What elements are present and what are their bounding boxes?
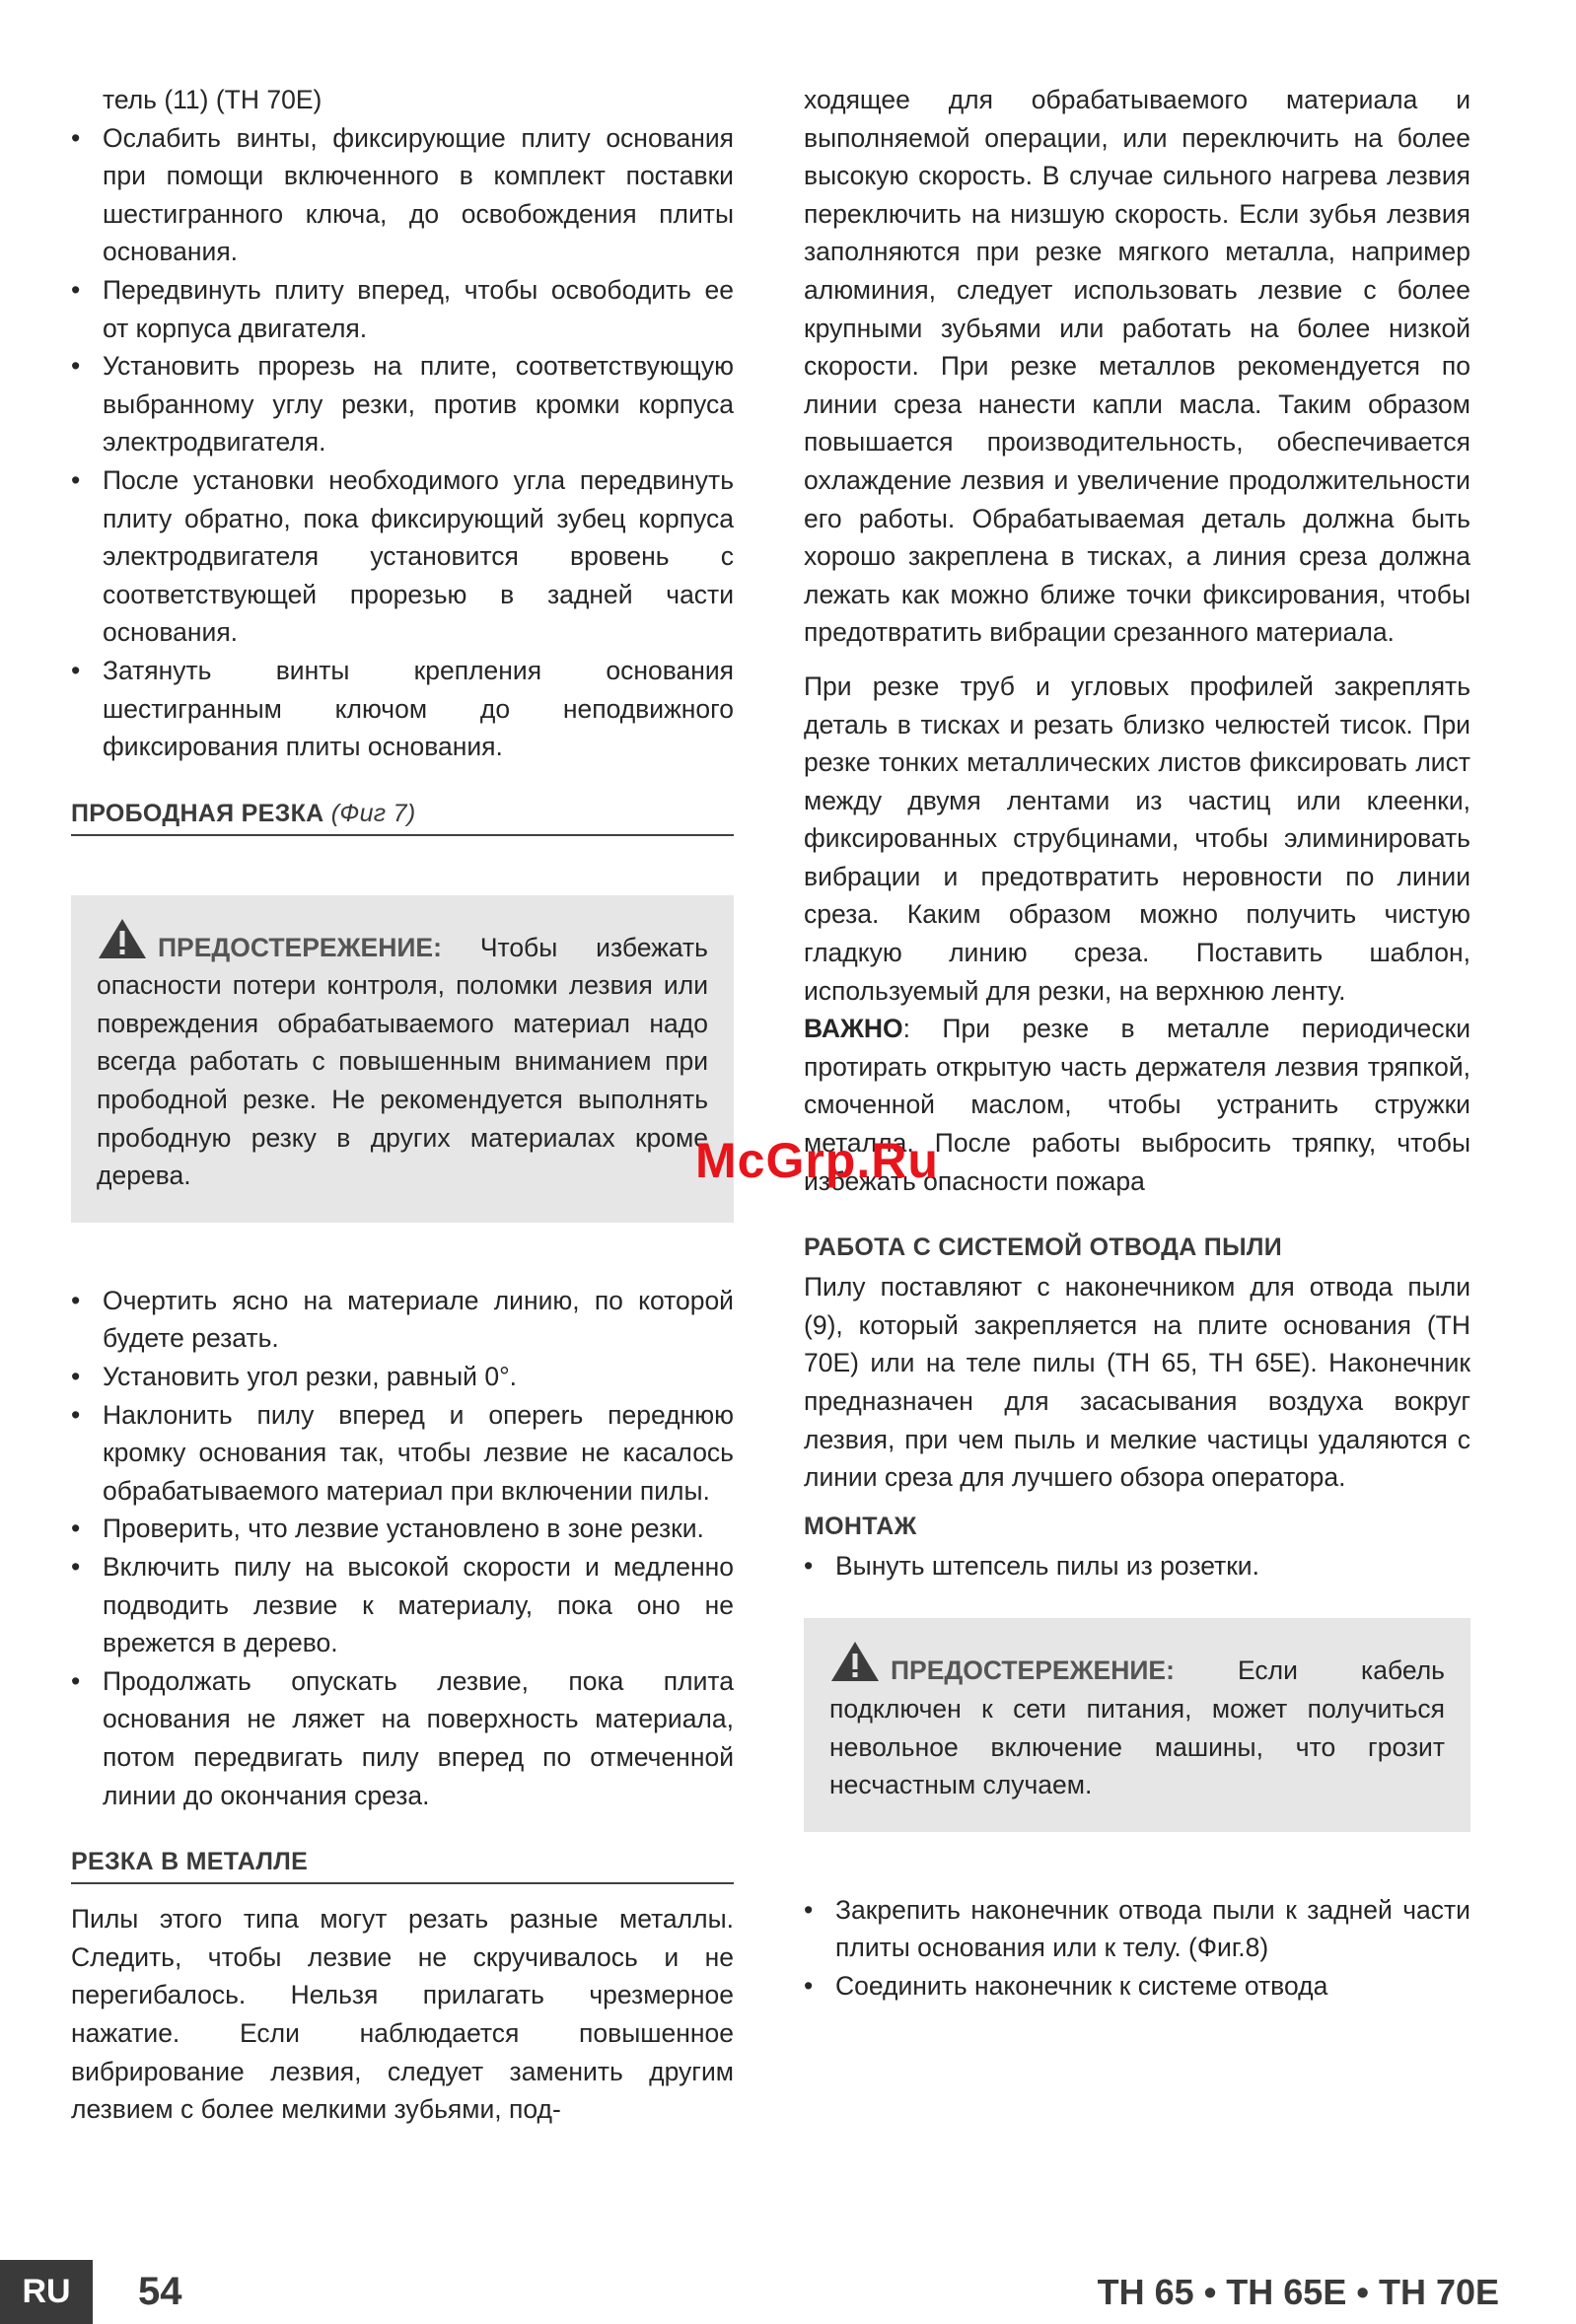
warning-box-power <box>804 1618 1470 1831</box>
section-heading-mounting: МОНТАЖ <box>804 1512 917 1540</box>
model-list: TH 65 • TH 65E • TH 70E <box>1097 2272 1499 2312</box>
intro-continuation: тель (11) (ТН 70E) <box>103 85 322 114</box>
list-item: • Установить прорезь на плите, соответствующую выбранному углу резки, против кромки корпуса электродвигателя. <box>71 351 734 458</box>
important-note: ВАЖНО: При резке в металле периодически протирать открытую часть держателя лезвия тряпкой, смоченной маслом, чтобы устранить стружки металла. После работы выбросить тряпку, чтобы избежать опасности пожара <box>804 1014 1470 1196</box>
section-heading-plunge-cut: ПРОБОДНАЯ РЕЗКА (Фиг 7) <box>71 800 734 836</box>
warning-label: ПРЕДОСТЕРЕЖЕНИЕ: <box>891 1655 1175 1686</box>
mounting-steps-a <box>804 1547 1470 1585</box>
list-item: • Соединить наконечник к системе отвода <box>804 1970 1328 2001</box>
metal-cut-text: Пилы этого типа могут резать разные металлы. Следить, чтобы лезвие не скручивалось и не перегибалось. Нельзя прилагать чрезмерное нажатие. Если наблюдается повышенное вибрирование лезвия, следует заменить другим лезвием с более мелкими зубьями, под- <box>71 1904 734 2125</box>
list-item: • Включить пилу на высокой скорости и медленно подводить лезвие к материалу, пока оно не врежется в дерево. <box>71 1552 734 1658</box>
plate-adjust-steps <box>71 119 734 766</box>
language-badge: RU <box>0 2260 93 2324</box>
right-column <box>804 81 1470 2006</box>
warning-text: Чтобы избежать опасности потери контроля, поломки лезвия или повреждения обрабатываемого материал надо всегда работать с повышенным вниманием при прободной резке. Не рекомендуется выполнять прободную резку в других материалах кроме дерева. <box>97 932 708 1191</box>
list-item: • Затянуть винты крепления основания шестигранным ключом до неподвижного фиксирования плиты основания. <box>71 655 734 762</box>
watermark: McGrp.Ru <box>695 1133 939 1188</box>
metal-cut-continuation: ходящее для обрабатываемого материала и выполняемой операции, или переключить на более высокую скорость. В случае сильного нагрева лезвия переключить на низшую скорость. Если зубья лезвия заполняются при резке мягкого металла, например алюминия, следует использовать лезвие с более крупными зубьями или работать на более низкой скорости. При резке металлов рекомендуется по линии среза нанести капли масла. Таким образом повышается производительность, обеспечивается охлаждение лезвия и увеличение продолжительности его работы. Обрабатываемая деталь должна быть хорошо закреплена в тисках, а линия среза должна лежать как можно ближе точки фиксирования, чтобы предотвратить вибрации срезанного материала. <box>804 85 1470 648</box>
section-heading-dust-extraction: РАБОТА С СИСТЕМОЙ ОТВОДА ПЫЛИ <box>804 1233 1282 1262</box>
figure-ref: (Фиг 7) <box>330 799 416 827</box>
mounting-steps-b <box>804 1891 1470 2006</box>
list-item: • Вынуть штепсель пилы из розетки. <box>804 1550 1259 1581</box>
page-number: 54 <box>138 2270 182 2313</box>
list-item: • Очертить ясно на материале линию, по которой будете резать. <box>71 1285 734 1354</box>
dust-extraction-text: Пилу поставляют с наконечником для отвода пыли (9), который закрепляется на плите основания (ТН 70E) или на теле пилы (ТН 65, ТН 65E). Наконечник предназначен для засасывания воздуха вокруг лезвия, при чем пыль и мелкие частицы удаляются с линии среза для лучшего обзора оператора. <box>804 1272 1470 1493</box>
warning-text: Если кабель подключен к сети питания, может получиться невольное включение машины, что грозит несчастным случаем. <box>829 1655 1445 1800</box>
list-item: • Проверить, что лезвие установлено в зоне резки. <box>71 1514 704 1544</box>
warning-label: ПРЕДОСТЕРЕЖЕНИЕ: <box>158 932 442 962</box>
warning-box-plunge <box>71 895 734 1223</box>
list-item: • Продолжать опускать лезвие, пока плита основания не ляжет на поверхность материала, потом передвигать пилу вперед по отмеченной линии до окончания среза. <box>71 1665 734 1810</box>
list-item: • Наклонить пилу вперед и оперerь переднюю кромку основания так, чтобы лезвие не касалось обрабатываемого материал при включении пилы. <box>71 1399 734 1506</box>
list-item: • Установить угол резки, равный 0°. <box>71 1362 518 1392</box>
list-item: • Закрепить наконечник отвода пыли к задней части плиты основания или к телу. (Фиг.8) <box>804 1894 1470 1963</box>
list-item: • Передвинуть плиту вперед, чтобы освободить ее от корпуса двигателя. <box>71 274 734 343</box>
warning-triangle-icon <box>829 1640 881 1683</box>
warning-triangle-icon <box>97 917 148 960</box>
left-column <box>71 81 734 2129</box>
important-label: ВАЖНО <box>804 1014 903 1044</box>
section-heading-metal-cut: РЕЗКА В МЕТАЛЛЕ <box>71 1848 734 1884</box>
list-item: • Ослабить винты, фиксирующие плиту основания при помощи включенного в комплект поставки шестигранного ключа, до освобождения плиты основания. <box>71 122 734 267</box>
pipe-cutting-text: При резке труб и угловых профилей закреплять деталь в тисках и резать близко челюстей тисок. При резке тонких металлических листов фиксировать лист между двумя лентами из частиц или клеенки, фиксированных струбцинами, чтобы элиминировать вибрации и предотвратить неровности по линии среза. Каким образом можно получить чистую гладкую линию среза. Поставить шаблон, используемый для резки, на верхнюю ленту. <box>804 670 1470 1006</box>
plunge-cut-steps <box>71 1282 734 1814</box>
list-item: • После установки необходимого угла передвинуть плиту обратно, пока фиксирующий зубец корпуса электродвигателя установится вровень с соответствующей прорезью в задней части основания. <box>71 464 734 648</box>
